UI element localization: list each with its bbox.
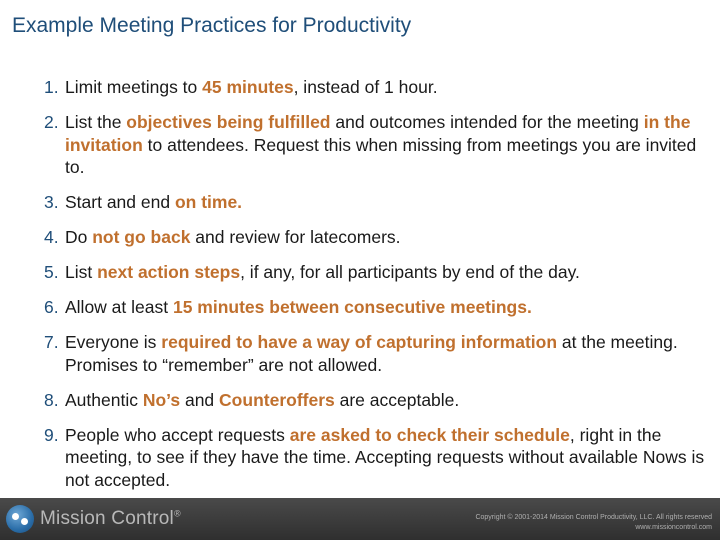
plain-text: Start and end (65, 192, 175, 212)
item-number: 1. (44, 77, 59, 97)
practice-item (44, 76, 716, 99)
practice-item (44, 226, 716, 249)
emphasis-text: Counteroffers (219, 389, 335, 410)
emphasis-text: not go back (92, 227, 191, 247)
item-text (65, 111, 716, 179)
emphasis-text: next action steps (97, 262, 241, 282)
item-number: 8. (44, 389, 59, 410)
practice-item (44, 331, 716, 376)
item-number: 6. (44, 297, 59, 317)
plain-text: Authentic (65, 389, 143, 410)
plain-text: are acceptable. (334, 389, 460, 410)
item-number: 7. (44, 332, 59, 352)
item-number: 4. (44, 227, 59, 247)
emphasis-text: required to have a way of capturing information (161, 332, 558, 352)
brand-logo (6, 505, 181, 533)
footer-bar (0, 498, 720, 540)
practice-item (44, 424, 716, 492)
brand-name: Mission Control® (40, 508, 181, 529)
item-text (65, 261, 716, 284)
registered-mark: ® (173, 508, 181, 519)
item-text (65, 226, 716, 249)
plain-text: People who accept requests (65, 424, 290, 445)
mission-control-logo-icon (6, 505, 34, 533)
emphasis-text: in the invitation (65, 112, 691, 155)
emphasis-text: 45 minutes (202, 77, 294, 97)
practice-item (44, 111, 716, 179)
item-text (65, 191, 716, 214)
practice-list (44, 76, 716, 504)
item-text (65, 76, 716, 99)
plain-text: Allow at least (65, 297, 173, 317)
practice-item (44, 261, 716, 284)
plain-text: , instead of 1 hour. (293, 77, 438, 97)
item-number: 5. (44, 262, 59, 282)
practice-item (44, 389, 716, 412)
plain-text: Limit meetings to (65, 77, 203, 97)
copyright-notice (475, 513, 712, 533)
emphasis-text: No’s (142, 389, 181, 410)
item-number: 2. (44, 112, 59, 132)
emphasis-text: 15 minutes between consecutive meetings. (172, 297, 532, 317)
plain-text: Do (65, 227, 93, 247)
emphasis-text: are asked to check their schedule (289, 424, 570, 445)
website-line: www.missioncontrol.com (635, 524, 712, 531)
plain-text: and (180, 389, 220, 410)
plain-text: , right in the meeting, to see if they have the time. Accepting requests without available Nows is not accepted. (65, 424, 705, 490)
plain-text: at the meeting. Promises to “remember” are not allowed. (65, 332, 678, 375)
emphasis-text: objectives being fulfilled (126, 112, 331, 132)
item-text (65, 389, 716, 412)
plain-text: and outcomes intended for the meeting (330, 112, 644, 132)
item-text (65, 331, 716, 376)
item-text (65, 296, 716, 319)
plain-text: Everyone is (65, 332, 162, 352)
slide-title: Example Meeting Practices for Productivity (12, 14, 412, 37)
item-text (65, 424, 716, 492)
plain-text: List (65, 262, 98, 282)
copyright-line: Copyright © 2001-2014 Mission Control Productivity, LLC. All rights reserved (475, 514, 712, 521)
practice-item (44, 296, 716, 319)
item-number: 3. (44, 192, 59, 212)
plain-text: List the (65, 112, 127, 132)
plain-text: , if any, for all participants by end of the day. (240, 262, 580, 282)
plain-text: to attendees. Request this when missing from meetings you are invited to. (65, 134, 697, 177)
plain-text: and review for latecomers. (190, 227, 401, 247)
emphasis-text: on time. (174, 192, 243, 212)
item-number: 9. (44, 424, 59, 445)
practice-item (44, 191, 716, 214)
